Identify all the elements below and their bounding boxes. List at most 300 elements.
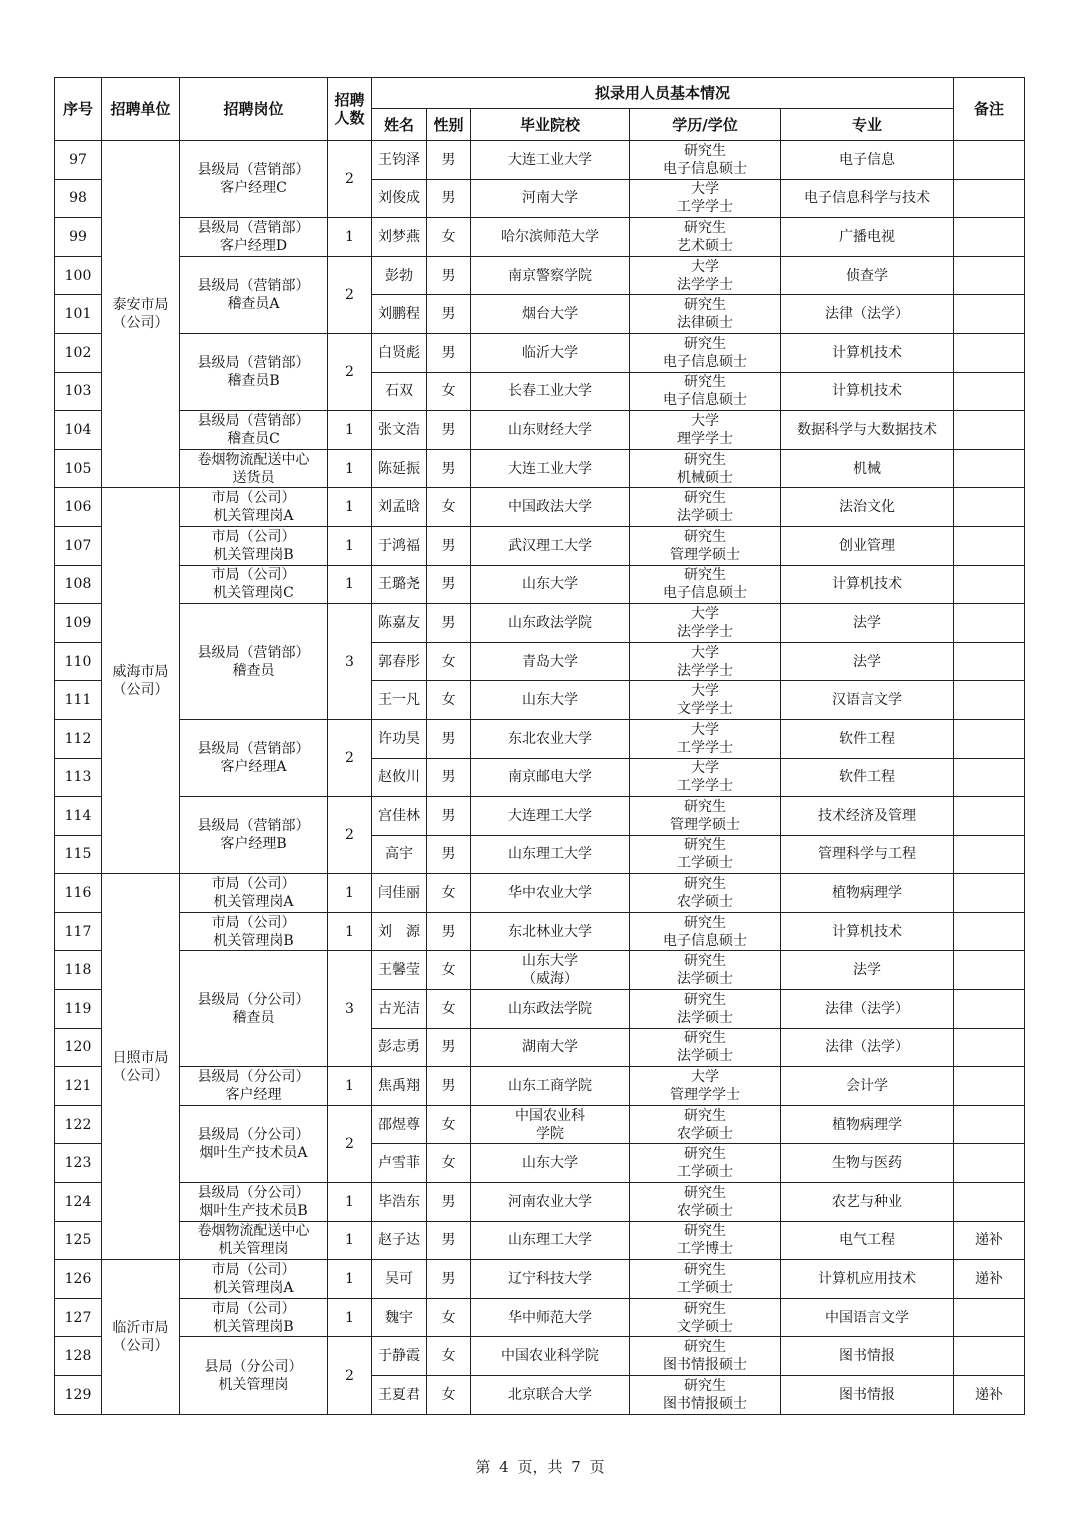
table-row <box>55 411 1025 450</box>
cell-name: 王璐尧 <box>372 565 427 604</box>
table-row <box>55 1221 1025 1260</box>
header-post: 招聘岗位 <box>180 78 328 141</box>
cell-degree <box>630 565 781 604</box>
unit-line: （公司） <box>112 1337 169 1354</box>
post-line: 市局（公司） <box>211 914 296 931</box>
cell-count: 1 <box>328 218 372 257</box>
header-degree: 学历/学位 <box>630 109 781 141</box>
degree-lines <box>677 875 733 911</box>
cell-remark <box>954 449 1025 488</box>
post-line: 县级局（分公司） <box>197 1069 310 1086</box>
unit-line: 威海市局 <box>112 663 169 680</box>
header-count-label: 招聘人数 <box>334 91 365 127</box>
degree-lines <box>670 798 740 834</box>
cell-gender: 女 <box>427 1105 471 1144</box>
cell-name: 王夏君 <box>372 1376 427 1415</box>
cell-seq: 105 <box>55 449 102 488</box>
degree-line: 法学硕士 <box>677 1048 733 1065</box>
cell-school: 南京警察学院 <box>471 256 630 295</box>
post-line: 机关管理岗C <box>213 585 294 602</box>
cell-degree <box>630 951 781 990</box>
table-header <box>55 78 1025 141</box>
cell-seq: 98 <box>55 179 102 218</box>
school-lines <box>522 952 578 988</box>
cell-seq: 120 <box>55 1028 102 1067</box>
post-line: 市局（公司） <box>211 567 296 584</box>
degree-line: 农学硕士 <box>677 1125 733 1142</box>
degree-line: 图书情报硕士 <box>663 1357 747 1374</box>
post-lines <box>198 740 310 776</box>
post-line: 稽查员 <box>232 662 275 679</box>
cell-degree <box>630 912 781 951</box>
header-name: 姓名 <box>372 109 427 141</box>
cell-count: 2 <box>328 719 372 796</box>
degree-lines <box>677 721 733 757</box>
cell-major: 植物病理学 <box>781 1105 954 1144</box>
degree-lines <box>677 605 733 641</box>
unit-line: （公司） <box>112 1067 169 1084</box>
cell-remark <box>954 604 1025 643</box>
cell-remark <box>954 758 1025 797</box>
degree-line: 电子信息硕士 <box>663 932 747 949</box>
cell-post <box>180 1337 328 1414</box>
cell-remark <box>954 333 1025 372</box>
degree-line: 研究生 <box>684 991 726 1008</box>
cell-remark <box>954 141 1025 180</box>
cell-remark <box>954 295 1025 334</box>
cell-post <box>180 874 328 913</box>
post-line: 机关管理岗B <box>213 932 294 949</box>
degree-line: 大学 <box>691 412 719 429</box>
unit-line: 临沂市局 <box>112 1319 169 1336</box>
degree-line: 法学硕士 <box>677 971 733 988</box>
table-row <box>55 1183 1025 1222</box>
cell-school: 华中师范大学 <box>471 1298 630 1337</box>
cell-degree <box>630 1260 781 1299</box>
cell-post <box>180 1067 328 1106</box>
footer-total-pages: 7 <box>571 1458 581 1476</box>
cell-major: 电子信息 <box>781 141 954 180</box>
cell-name: 白贤彪 <box>372 333 427 372</box>
post-line: 县级局（分公司） <box>197 991 310 1008</box>
degree-lines <box>663 914 747 950</box>
degree-lines <box>663 373 747 409</box>
cell-seq: 102 <box>55 333 102 372</box>
table-row <box>55 797 1025 836</box>
cell-school: 青岛大学 <box>471 642 630 681</box>
cell-post <box>180 912 328 951</box>
cell-major: 管理科学与工程 <box>781 835 954 874</box>
cell-seq: 124 <box>55 1183 102 1222</box>
cell-major: 广播电视 <box>781 218 954 257</box>
degree-lines <box>677 836 733 872</box>
post-line: 卷烟物流配送中心 <box>197 1223 310 1240</box>
post-line: 送货员 <box>232 469 275 486</box>
cell-seq: 122 <box>55 1105 102 1144</box>
degree-line: 研究生 <box>684 1377 726 1394</box>
degree-line: 工学学士 <box>677 778 733 795</box>
cell-post <box>180 1183 328 1222</box>
cell-name: 彭勃 <box>372 256 427 295</box>
degree-lines <box>677 1145 733 1181</box>
cell-seq: 99 <box>55 218 102 257</box>
cell-school: 华中农业大学 <box>471 874 630 913</box>
header-unit: 招聘单位 <box>102 78 180 141</box>
post-lines <box>198 451 310 487</box>
recruitment-table <box>54 77 1025 1415</box>
unit-line: （公司） <box>112 681 169 698</box>
post-line: 稽查员A <box>227 295 280 312</box>
degree-line: 研究生 <box>684 1339 726 1356</box>
cell-name: 宫佳林 <box>372 797 427 836</box>
cell-seq: 129 <box>55 1376 102 1415</box>
cell-gender: 男 <box>427 256 471 295</box>
cell-school: 山东工商学院 <box>471 1067 630 1106</box>
cell-seq: 110 <box>55 642 102 681</box>
degree-lines <box>677 1300 733 1336</box>
degree-line: 管理学硕士 <box>670 546 740 563</box>
cell-school: 东北林业大学 <box>471 912 630 951</box>
post-line: 机关管理岗A <box>213 1280 294 1297</box>
cell-count: 2 <box>328 256 372 333</box>
degree-line: 研究生 <box>684 528 726 545</box>
post-line: 市局（公司） <box>211 490 296 507</box>
cell-seq: 126 <box>55 1260 102 1299</box>
cell-gender: 女 <box>427 1376 471 1415</box>
table-row <box>55 1260 1025 1299</box>
cell-unit <box>102 141 180 488</box>
cell-seq: 109 <box>55 604 102 643</box>
post-lines <box>198 1222 310 1258</box>
cell-gender: 男 <box>427 1067 471 1106</box>
cell-major: 计算机应用技术 <box>781 1260 954 1299</box>
unit-line: 泰安市局 <box>112 297 169 314</box>
cell-name: 邵煜尊 <box>372 1105 427 1144</box>
cell-gender: 男 <box>427 1221 471 1260</box>
degree-line: 工学硕士 <box>677 1280 733 1297</box>
cell-count: 1 <box>328 565 372 604</box>
cell-post <box>180 565 328 604</box>
cell-count: 1 <box>328 912 372 951</box>
cell-seq: 108 <box>55 565 102 604</box>
cell-name: 高宇 <box>372 835 427 874</box>
cell-degree <box>630 1376 781 1415</box>
cell-remark <box>954 179 1025 218</box>
cell-major: 图书情报 <box>781 1376 954 1415</box>
cell-post <box>180 1105 328 1182</box>
school-line: （威海） <box>522 971 578 988</box>
cell-remark <box>954 565 1025 604</box>
cell-major: 农艺与种业 <box>781 1183 954 1222</box>
header-school: 毕业院校 <box>471 109 630 141</box>
cell-gender: 男 <box>427 835 471 874</box>
cell-seq: 113 <box>55 758 102 797</box>
cell-degree <box>630 1067 781 1106</box>
cell-remark <box>954 1105 1025 1144</box>
post-line: 机关管理岗 <box>218 1376 289 1393</box>
degree-line: 研究生 <box>684 1184 726 1201</box>
degree-line: 研究生 <box>684 142 726 159</box>
degree-lines <box>677 219 733 255</box>
table-row <box>55 951 1025 990</box>
cell-degree <box>630 681 781 720</box>
table-row <box>55 1105 1025 1144</box>
cell-major: 计算机技术 <box>781 912 954 951</box>
school-line: 山东大学 <box>522 953 578 970</box>
cell-seq: 114 <box>55 797 102 836</box>
degree-line: 大学 <box>691 644 719 661</box>
school-lines <box>515 1107 585 1143</box>
cell-gender: 男 <box>427 141 471 180</box>
cell-post <box>180 449 328 488</box>
cell-degree <box>630 797 781 836</box>
cell-major: 技术经济及管理 <box>781 797 954 836</box>
post-lines <box>212 875 296 911</box>
cell-count: 1 <box>328 526 372 565</box>
degree-line: 管理学硕士 <box>670 816 740 833</box>
post-lines <box>212 566 296 602</box>
post-lines <box>198 817 310 853</box>
cell-seq: 127 <box>55 1298 102 1337</box>
cell-major: 法律（法学） <box>781 990 954 1029</box>
cell-count: 1 <box>328 1221 372 1260</box>
cell-count: 1 <box>328 411 372 450</box>
cell-major: 会计学 <box>781 1067 954 1106</box>
cell-count: 1 <box>328 874 372 913</box>
degree-line: 理学学士 <box>677 430 733 447</box>
cell-major: 法学 <box>781 642 954 681</box>
post-line: 市局（公司） <box>211 1300 296 1317</box>
cell-name: 赵攸川 <box>372 758 427 797</box>
degree-line: 电子信息硕士 <box>663 585 747 602</box>
cell-major: 法律（法学） <box>781 295 954 334</box>
degree-line: 研究生 <box>684 1300 726 1317</box>
cell-degree <box>630 1337 781 1376</box>
cell-school: 烟台大学 <box>471 295 630 334</box>
cell-unit <box>102 1260 180 1414</box>
degree-line: 研究生 <box>684 490 726 507</box>
cell-gender: 女 <box>427 372 471 411</box>
degree-lines <box>663 1338 747 1374</box>
degree-line: 工学学士 <box>677 199 733 216</box>
degree-lines <box>677 1029 733 1065</box>
degree-line: 工学博士 <box>677 1241 733 1258</box>
degree-line: 图书情报硕士 <box>663 1395 747 1412</box>
degree-line: 研究生 <box>684 876 726 893</box>
cell-major: 图书情报 <box>781 1337 954 1376</box>
cell-degree <box>630 1105 781 1144</box>
degree-lines <box>677 296 733 332</box>
degree-line: 研究生 <box>684 1223 726 1240</box>
cell-remark <box>954 951 1025 990</box>
degree-line: 机械硕士 <box>677 469 733 486</box>
degree-line: 电子信息硕士 <box>663 160 747 177</box>
cell-degree <box>630 990 781 1029</box>
cell-remark <box>954 797 1025 836</box>
cell-seq: 125 <box>55 1221 102 1260</box>
cell-degree <box>630 526 781 565</box>
cell-degree <box>630 719 781 758</box>
cell-post <box>180 526 328 565</box>
school-line: 学院 <box>536 1125 564 1142</box>
cell-school: 山东政法学院 <box>471 604 630 643</box>
cell-gender: 男 <box>427 333 471 372</box>
cell-school: 山东政法学院 <box>471 990 630 1029</box>
cell-major: 电气工程 <box>781 1221 954 1260</box>
post-line: 县级局（分公司） <box>197 1184 310 1201</box>
degree-lines <box>663 142 747 178</box>
cell-degree <box>630 758 781 797</box>
cell-seq: 117 <box>55 912 102 951</box>
cell-degree <box>630 488 781 527</box>
cell-remark <box>954 526 1025 565</box>
cell-post <box>180 141 328 218</box>
cell-name: 王一凡 <box>372 681 427 720</box>
cell-count: 3 <box>328 604 372 720</box>
cell-name: 石双 <box>372 372 427 411</box>
cell-name: 魏宇 <box>372 1298 427 1337</box>
cell-seq: 111 <box>55 681 102 720</box>
cell-school: 辽宁科技大学 <box>471 1260 630 1299</box>
cell-remark <box>954 1183 1025 1222</box>
cell-name: 闫佳丽 <box>372 874 427 913</box>
degree-line: 大学 <box>691 760 719 777</box>
cell-name: 卢雪菲 <box>372 1144 427 1183</box>
post-line: 客户经理 <box>225 1087 282 1104</box>
degree-lines <box>677 644 733 680</box>
cell-post <box>180 1260 328 1299</box>
cell-gender: 女 <box>427 681 471 720</box>
degree-lines <box>670 528 740 564</box>
cell-count: 1 <box>328 488 372 527</box>
table-row <box>55 874 1025 913</box>
cell-remark <box>954 719 1025 758</box>
degree-line: 电子信息硕士 <box>663 392 747 409</box>
cell-gender: 女 <box>427 1298 471 1337</box>
post-line: 县级局（营销部） <box>197 355 310 372</box>
post-lines <box>198 1068 310 1104</box>
cell-school: 中国农业科学院 <box>471 1337 630 1376</box>
degree-lines <box>677 759 733 795</box>
cell-unit <box>102 488 180 874</box>
table-row <box>55 1067 1025 1106</box>
cell-school: 山东财经大学 <box>471 411 630 450</box>
cell-name: 陈延振 <box>372 449 427 488</box>
cell-school: 山东大学 <box>471 681 630 720</box>
degree-lines <box>670 1068 740 1104</box>
cell-school: 大连工业大学 <box>471 449 630 488</box>
recruitment-table-sheet <box>54 77 1024 1415</box>
cell-degree <box>630 1183 781 1222</box>
cell-degree <box>630 372 781 411</box>
cell-gender: 女 <box>427 1144 471 1183</box>
cell-seq: 115 <box>55 835 102 874</box>
cell-seq: 97 <box>55 141 102 180</box>
table-body <box>55 141 1025 1415</box>
degree-line: 工学学士 <box>677 739 733 756</box>
cell-remark <box>954 1337 1025 1376</box>
cell-gender: 男 <box>427 1183 471 1222</box>
degree-line: 大学 <box>691 1069 719 1086</box>
degree-line: 研究生 <box>684 1030 726 1047</box>
cell-school: 长春工业大学 <box>471 372 630 411</box>
post-lines <box>205 1358 303 1394</box>
cell-gender: 男 <box>427 179 471 218</box>
table-row <box>55 719 1025 758</box>
table-row <box>55 526 1025 565</box>
cell-post <box>180 1298 328 1337</box>
cell-degree <box>630 333 781 372</box>
post-line: 烟叶生产技术员A <box>199 1144 308 1161</box>
cell-seq: 107 <box>55 526 102 565</box>
cell-remark <box>954 1298 1025 1337</box>
post-lines <box>212 528 296 564</box>
degree-line: 大学 <box>691 181 719 198</box>
cell-post <box>180 488 328 527</box>
cell-gender: 男 <box>427 449 471 488</box>
cell-school: 湖南大学 <box>471 1028 630 1067</box>
cell-remark <box>954 218 1025 257</box>
cell-remark <box>954 1067 1025 1106</box>
degree-line: 艺术硕士 <box>677 237 733 254</box>
degree-line: 农学硕士 <box>677 894 733 911</box>
cell-degree <box>630 874 781 913</box>
cell-major: 数据科学与大数据技术 <box>781 411 954 450</box>
cell-seq: 123 <box>55 1144 102 1183</box>
post-lines <box>198 1126 310 1162</box>
cell-remark <box>954 835 1025 874</box>
cell-seq: 100 <box>55 256 102 295</box>
table-row <box>55 141 1025 180</box>
cell-name: 刘 源 <box>372 912 427 951</box>
post-line: 市局（公司） <box>211 1262 296 1279</box>
degree-line: 法学硕士 <box>677 508 733 525</box>
degree-line: 研究生 <box>684 1107 726 1124</box>
cell-name: 刘俊成 <box>372 179 427 218</box>
cell-name: 彭志勇 <box>372 1028 427 1067</box>
degree-line: 管理学学士 <box>670 1087 740 1104</box>
cell-count: 1 <box>328 1183 372 1222</box>
cell-count: 3 <box>328 951 372 1067</box>
cell-school: 南京邮电大学 <box>471 758 630 797</box>
cell-major: 中国语言文学 <box>781 1298 954 1337</box>
degree-lines <box>677 1261 733 1297</box>
cell-gender: 男 <box>427 604 471 643</box>
cell-gender: 男 <box>427 295 471 334</box>
unit-lines <box>113 1319 169 1355</box>
cell-remark <box>954 990 1025 1029</box>
degree-line: 法学学士 <box>677 623 733 640</box>
degree-line: 电子信息硕士 <box>663 353 747 370</box>
cell-gender: 男 <box>427 1028 471 1067</box>
cell-remark <box>954 1144 1025 1183</box>
cell-seq: 106 <box>55 488 102 527</box>
post-line: 机关管理岗B <box>213 1318 294 1335</box>
cell-remark: 递补 <box>954 1221 1025 1260</box>
post-line: 县级局（营销部） <box>197 412 310 429</box>
post-lines <box>212 1300 296 1336</box>
table-row <box>55 604 1025 643</box>
footer-suffix: 页 <box>589 1458 605 1476</box>
footer-middle: 页，共 <box>517 1458 563 1476</box>
degree-line: 大学 <box>691 721 719 738</box>
cell-degree <box>630 604 781 643</box>
degree-line: 大学 <box>691 605 719 622</box>
post-line: 县级局（营销部） <box>197 644 310 661</box>
cell-remark <box>954 411 1025 450</box>
degree-line: 农学硕士 <box>677 1202 733 1219</box>
degree-lines <box>663 1377 747 1413</box>
